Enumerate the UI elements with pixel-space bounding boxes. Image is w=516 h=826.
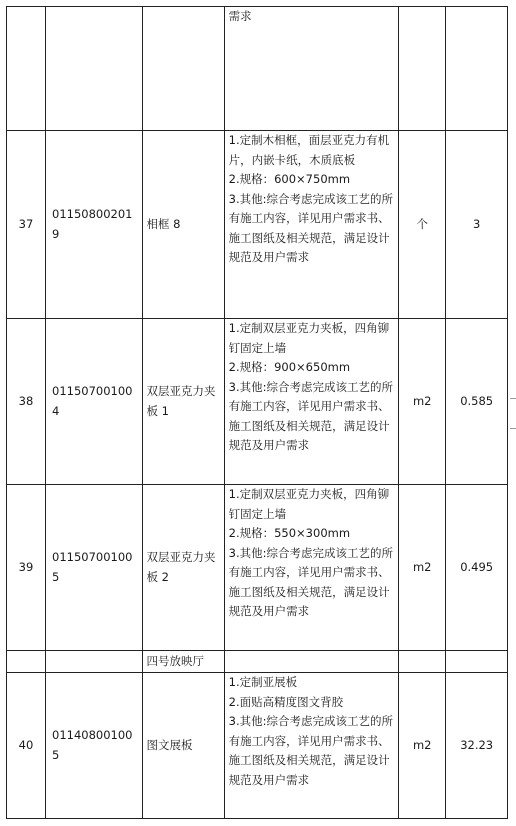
- description-line: 2.面贴高精度图文背胶: [228, 694, 344, 709]
- description-line: 1.定制木相框，面层亚克力有机片，内嵌卡纸，木质底板: [228, 133, 390, 167]
- item-unit: [399, 7, 446, 131]
- description-line: 3.其他:综合考虑完成该工艺的所有施工内容，详见用户需求书、施工图纸及相关规范，满足设计规范及用户需求: [228, 379, 393, 452]
- description-line: 1.定制亚展板: [228, 675, 298, 689]
- item-name: 相框 8: [142, 131, 224, 319]
- item-number: 38: [7, 319, 46, 485]
- item-code: [46, 7, 143, 131]
- item-number: 39: [7, 485, 46, 651]
- item-quantity: 3: [446, 131, 508, 319]
- item-number: 40: [7, 673, 46, 819]
- table-row: [7, 485, 508, 651]
- section-description: [224, 651, 399, 673]
- item-code: 011508002019: [46, 131, 143, 319]
- description-line: 3.其他:综合考虑完成该工艺的所有施工内容，详见用户需求书、施工图纸及相关规范，满足设计规范及用户需求: [228, 191, 393, 264]
- bill-of-quantities-table: [6, 6, 508, 819]
- item-code: 011507001005: [46, 485, 143, 651]
- item-description: [224, 673, 399, 819]
- description-line: 2.规格：550×300mm: [228, 526, 351, 540]
- item-quantity: 32.23: [446, 673, 508, 819]
- item-description: [224, 131, 399, 319]
- section-title: 四号放映厅: [142, 651, 224, 673]
- item-code: 011507001004: [46, 319, 143, 485]
- description-line: 1.定制双层亚克力夹板，四角铆钉固定上墙: [228, 321, 390, 355]
- item-description: [224, 7, 399, 131]
- section-unit: [399, 651, 446, 673]
- table-row: [7, 673, 508, 819]
- item-code: 011408001005: [46, 673, 143, 819]
- item-unit: m2: [399, 673, 446, 819]
- description-line: 2.规格：600×750mm: [228, 172, 351, 186]
- table-row: [7, 7, 508, 131]
- item-name: 双层亚克力夹板 2: [142, 485, 224, 651]
- item-quantity: 0.495: [446, 485, 508, 651]
- section-number: [7, 651, 46, 673]
- section-row: [7, 651, 508, 673]
- section-quantity: [446, 651, 508, 673]
- description-line: 1.定制双层亚克力夹板，四角铆钉固定上墙: [228, 487, 390, 521]
- item-description: [224, 485, 399, 651]
- page-edge-mark: [510, 398, 516, 399]
- section-code: [46, 651, 143, 673]
- item-quantity: 0.585: [446, 319, 508, 485]
- page-edge-mark: [510, 428, 516, 429]
- table-row: [7, 131, 508, 319]
- item-name: [142, 7, 224, 131]
- item-description: [224, 319, 399, 485]
- item-quantity: [446, 7, 508, 131]
- description-line: 3.其他:综合考虑完成该工艺的所有施工内容，详见用户需求书、施工图纸及相关规范，满足设计规范及用户需求: [228, 545, 393, 618]
- description-line: 2.规格：900×650mm: [228, 360, 351, 374]
- item-unit: m2: [399, 319, 446, 485]
- item-name: 双层亚克力夹板 1: [142, 319, 224, 485]
- table-row: [7, 319, 508, 485]
- item-name: 图文展板: [142, 673, 224, 819]
- item-unit: 个: [399, 131, 446, 319]
- item-unit: m2: [399, 485, 446, 651]
- item-number: [7, 7, 46, 131]
- description-line: 3.其他:综合考虑完成该工艺的所有施工内容，详见用户需求书、施工图纸及相关规范，满足设计规范及用户需求: [228, 714, 393, 787]
- description-line: 需求: [228, 9, 252, 23]
- item-number: 37: [7, 131, 46, 319]
